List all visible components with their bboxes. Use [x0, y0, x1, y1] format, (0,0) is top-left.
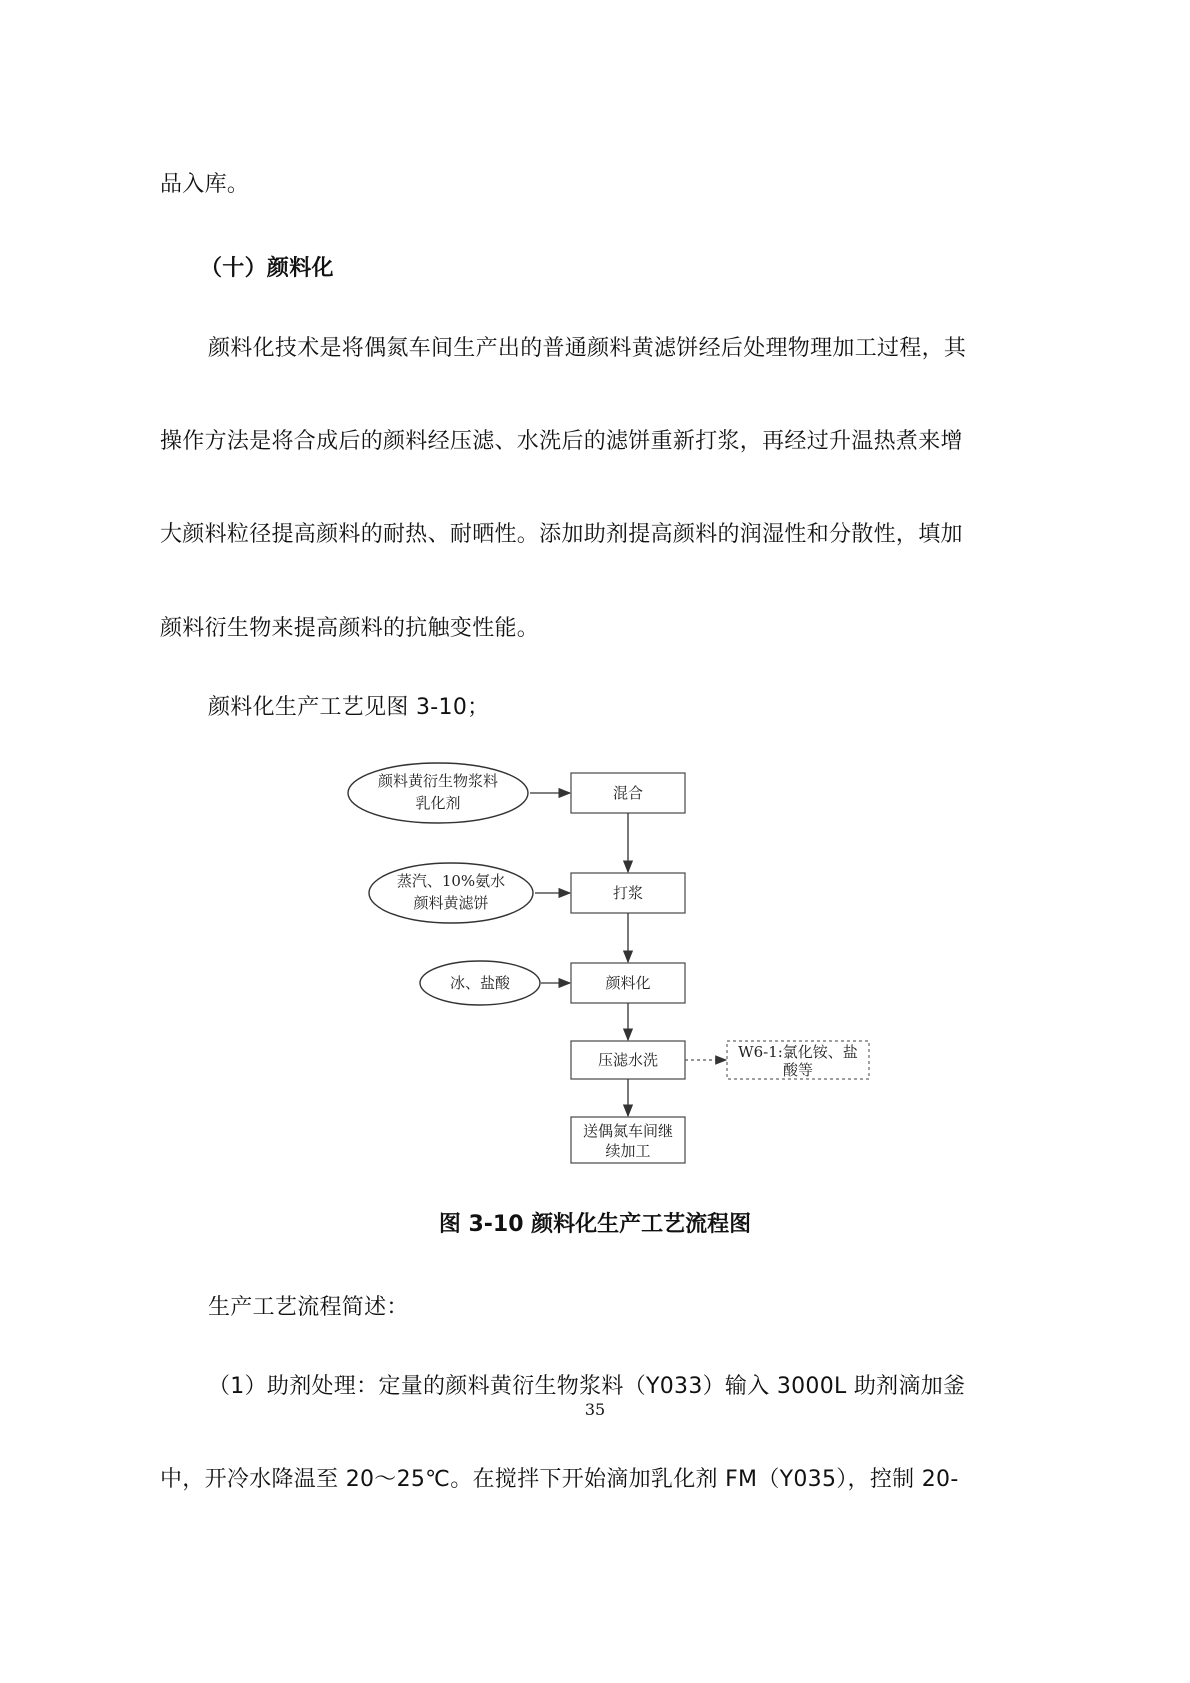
step-pigmentation — [571, 963, 685, 1003]
paragraph-line-1: 品入库。 — [160, 172, 250, 197]
step-filter-wash-label: 压滤水洗 — [597, 1051, 659, 1069]
step-mixing — [571, 773, 685, 813]
step-slurrying — [571, 873, 685, 913]
process-summary-heading: 生产工艺流程简述： — [208, 1295, 409, 1320]
paragraph-line-7: 中，开冷水降温至 20～25℃。在搅拌下开始滴加乳化剂 FM（Y035），控制 20- — [160, 1467, 959, 1492]
input-node-1-line1: 颜料黄衍生物浆料 — [377, 772, 499, 790]
section-heading: （十）颜料化 — [200, 256, 334, 281]
input-node-1-line2: 乳化剂 — [415, 794, 461, 812]
input-node-1 — [348, 763, 528, 823]
step-pigmentation-label: 颜料化 — [605, 974, 651, 992]
input-node-2 — [369, 863, 533, 923]
step-slurrying-label: 打浆 — [612, 884, 644, 902]
paragraph-line-3: 操作方法是将合成后的颜料经压滤、水洗后的滤饼重新打浆，再经过升温热煮来增 — [160, 429, 963, 454]
waste-output-node — [727, 1041, 869, 1079]
input-node-3 — [420, 961, 540, 1005]
figure-reference-line: 颜料化生产工艺见图 3-10； — [208, 695, 490, 720]
waste-output-line1: W6-1:氯化铵、盐 — [738, 1043, 858, 1061]
input-node-2-line2: 颜料黄滤饼 — [413, 894, 489, 912]
step-send-line1: 送偶氮车间继 — [582, 1122, 674, 1140]
page-number: 35 — [584, 1400, 606, 1419]
waste-output-line2: 酸等 — [782, 1061, 814, 1079]
paragraph-line-4: 大颜料粒径提高颜料的耐热、耐晒性。添加助剂提高颜料的润湿性和分散性，填加 — [160, 522, 963, 547]
paragraph-line-6: （1）助剂处理：定量的颜料黄衍生物浆料（Y033）输入 3000L 助剂滴加釜 — [208, 1374, 966, 1399]
paragraph-line-5: 颜料衍生物来提高颜料的抗触变性能。 — [160, 616, 540, 641]
input-node-2-line1: 蒸汽、10%氨水 — [396, 872, 506, 890]
step-filter-wash — [571, 1041, 685, 1079]
figure-caption: 图 3-10 颜料化生产工艺流程图 — [438, 1212, 752, 1237]
paragraph-line-2: 颜料化技术是将偶氮车间生产出的普通颜料黄滤饼经后处理物理加工过程，其 — [208, 336, 967, 361]
step-send-line2: 续加工 — [605, 1142, 651, 1160]
step-send-to-azo-workshop — [571, 1117, 685, 1163]
step-mixing-label: 混合 — [612, 784, 644, 802]
input-node-3-line1: 冰、盐酸 — [449, 974, 511, 992]
